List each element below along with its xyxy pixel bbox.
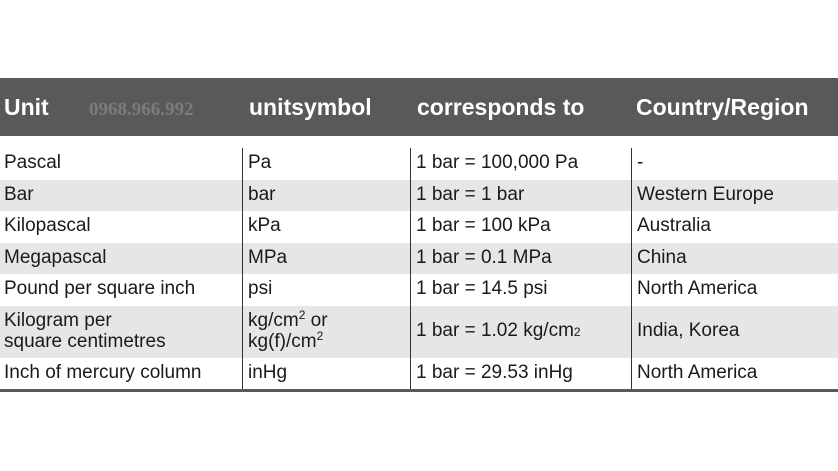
- phone-watermark: 0968.966.992: [89, 99, 194, 120]
- cell-unit: Pound per square inch: [4, 278, 196, 300]
- symbol-line1-superscript: 2: [298, 307, 306, 322]
- cell-country: China: [631, 243, 838, 275]
- symbol-line1-tail: or: [305, 309, 328, 331]
- cell-symbol: Pa: [242, 148, 410, 180]
- header-country-region: Country/Region: [636, 94, 809, 120]
- cell-unit-line2: square centimetres: [4, 330, 166, 352]
- cell-corresponds: 1 bar = 100 kPa: [410, 211, 631, 243]
- header-unit: Unit: [4, 94, 49, 120]
- table-row: [0, 211, 838, 243]
- cell-country: North America: [631, 358, 838, 390]
- cell-symbol: bar: [242, 180, 410, 212]
- cell-corresponds: 1 bar = 1 bar: [410, 180, 631, 212]
- cell-corresponds: 1 bar = 100,000 Pa: [410, 148, 631, 180]
- cell-country: Australia: [631, 211, 838, 243]
- cell-country: -: [631, 148, 838, 180]
- cell-symbol: MPa: [242, 243, 410, 275]
- cell-unit: [0, 306, 242, 358]
- cell-country: North America: [631, 274, 838, 306]
- table-header: [0, 78, 838, 136]
- table-row: [0, 358, 838, 390]
- cell-symbol: [242, 306, 410, 358]
- symbol-line2-text: kg(f)/cm: [248, 330, 317, 352]
- cell-country: Western Europe: [631, 180, 838, 212]
- cell-symbol: psi: [242, 274, 410, 306]
- cell-corresponds: 1 bar = 0.1 MPa: [410, 243, 631, 275]
- symbol-line2-superscript: 2: [316, 328, 324, 343]
- header-spacer: [0, 136, 838, 148]
- cell-unit: Megapascal: [4, 246, 107, 268]
- cell-symbol: inHg: [242, 358, 410, 390]
- header-unit-symbol: unitsymbol: [249, 94, 372, 120]
- cell-country: India, Korea: [631, 306, 838, 358]
- cell-unit-line1: Kilogram per: [4, 309, 112, 331]
- cell-symbol-line2: [248, 328, 328, 353]
- table-row: [0, 180, 838, 212]
- cell-unit: Pascal: [4, 152, 62, 174]
- corresponds-text: 1 bar = 1.02 kg/cm: [416, 320, 574, 342]
- cell-unit: Kilopascal: [4, 215, 91, 237]
- table-row: [0, 243, 838, 275]
- table-row: [0, 148, 838, 180]
- cell-corresponds: 1 bar = 14.5 psi: [410, 274, 631, 306]
- symbol-line1-text: kg/cm: [248, 309, 299, 331]
- cell-corresponds: 1 bar = 29.53 inHg: [410, 358, 631, 390]
- table-row: [0, 274, 838, 306]
- table-row: [0, 306, 838, 358]
- cell-symbol: kPa: [242, 211, 410, 243]
- table-bottom-rule: [0, 389, 838, 392]
- header-corresponds-to: corresponds to: [417, 94, 585, 120]
- pressure-units-table: [0, 78, 838, 392]
- cell-corresponds: 1 bar = 1.02 kg/cm 2: [410, 306, 631, 358]
- cell-unit: Bar: [4, 183, 34, 205]
- cell-unit: Inch of mercury column: [4, 361, 202, 383]
